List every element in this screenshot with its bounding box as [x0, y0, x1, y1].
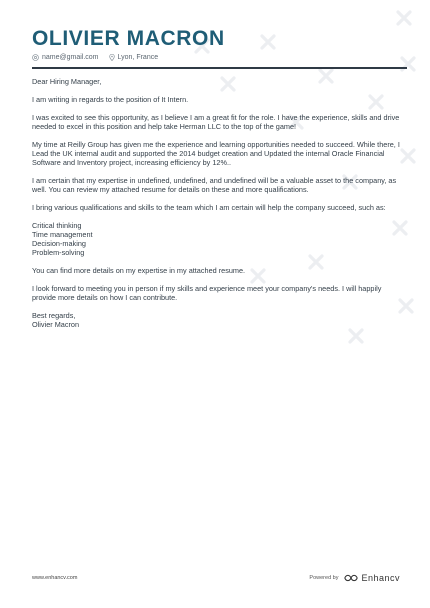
enhancv-logo-icon	[344, 574, 358, 582]
email-text: name@gmail.com	[42, 54, 99, 61]
footer-url[interactable]: www.enhancv.com	[32, 575, 78, 581]
header-divider	[32, 67, 407, 69]
paragraph-2: My time at Reilly Group has given me the experience and learning opportunities needed to succeed. While there, I Lead the UK internal audit and supported the 2014 budget creation and Updated the internal Oracle Financial Software and Inventory project, increasing efficiency by 12%..	[32, 140, 400, 167]
paragraph-1: I was excited to see this opportunity, as I believe I am a great fit for the role. I have the experience, skills and drive needed to excel in this position and help take Herman LLC to the top of the game!	[32, 113, 400, 131]
closing: Best regards,	[32, 311, 76, 320]
skill-item: Critical thinking	[32, 221, 82, 230]
cover-letter	[32, 28, 407, 329]
closing-block	[32, 311, 407, 329]
map-pin-icon	[109, 54, 115, 61]
skill-item: Decision-making	[32, 239, 86, 248]
email-contact	[32, 54, 99, 61]
paragraph-5: You can find more details on my expertise in my attached resume.	[32, 266, 246, 275]
enhancv-brand-text: Enhancv	[361, 573, 400, 583]
at-icon	[32, 54, 39, 61]
applicant-name: OLIVIER MACRON	[32, 27, 225, 50]
paragraph-3: I am certain that my expertise in undefined, undefined, and undefined will be a valuable asset to the company, as well. You can review my attached resume for details on these and more qualifications.	[32, 176, 397, 194]
enhancv-logo[interactable]	[344, 573, 400, 583]
skill-item: Time management	[32, 230, 93, 239]
greeting: Dear Hiring Manager,	[32, 77, 102, 86]
signature: Olivier Macron	[32, 320, 80, 329]
location-contact	[109, 54, 159, 61]
skill-item: Problem-solving	[32, 248, 85, 257]
contact-info	[32, 54, 407, 61]
footer	[32, 573, 400, 583]
letter-body	[32, 77, 407, 329]
powered-by-label: Powered by	[309, 575, 339, 581]
skills-list	[32, 221, 407, 257]
powered-by	[309, 573, 400, 583]
paragraph-6: I look forward to meeting you in person if my skills and experience meet your company's needs. I will happily provide more details on how I can contribute.	[32, 284, 382, 302]
paragraph-4: I bring various qualifications and skills to the team which I am certain will help the company succeed, such as:	[32, 203, 386, 212]
intro-paragraph: I am writing in regards to the position of It Intern.	[32, 95, 189, 104]
location-text: Lyon, France	[117, 54, 159, 61]
